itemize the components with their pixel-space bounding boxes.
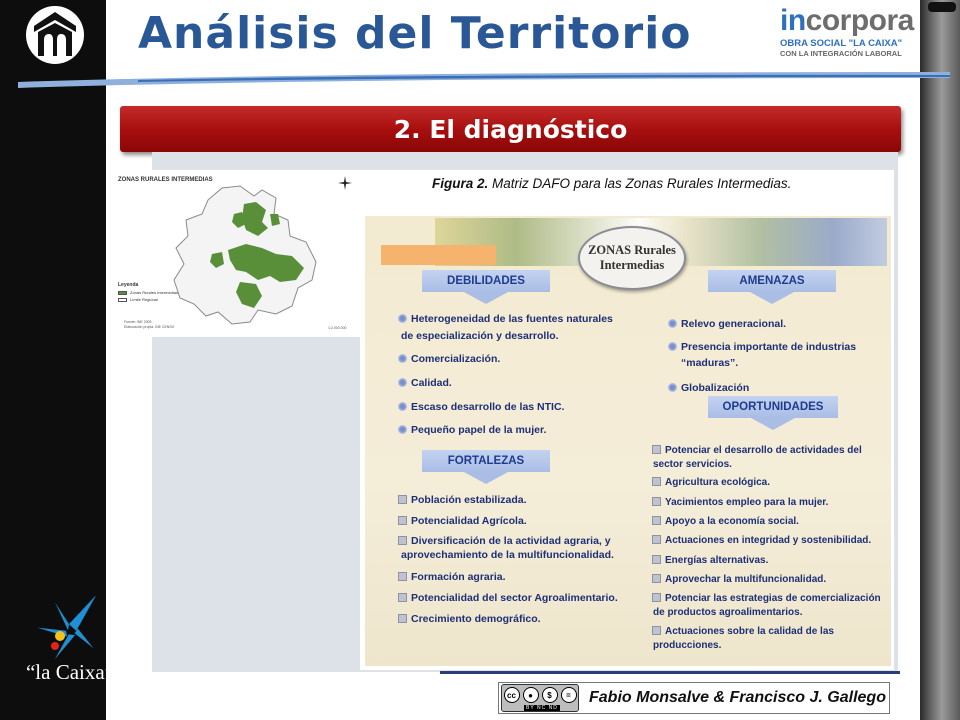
cc-license-badge[interactable] <box>501 684 579 712</box>
bullet-icon <box>652 574 661 583</box>
debilidades-heading: DEBILIDADES <box>422 270 550 292</box>
oportunidades-item <box>652 515 799 529</box>
oportunidades-item <box>652 534 871 548</box>
arch-emblem-logo <box>26 6 84 64</box>
item-text: Actuaciones sobre la calidad de las <box>665 626 834 637</box>
item-text: Energías alternativas. <box>665 555 769 566</box>
fortalezas-item <box>398 570 506 584</box>
footer-rule <box>440 671 900 674</box>
amenazas-item-cont: “maduras”. <box>681 357 739 369</box>
bullet-icon <box>652 535 661 544</box>
item-text: Potenciar el desarrollo de actividades del <box>665 445 862 456</box>
footer-credits <box>498 682 890 714</box>
amenazas-item <box>668 340 856 354</box>
map-empty-area <box>152 337 358 672</box>
debilidades-item <box>398 376 452 390</box>
item-text: Comercialización. <box>411 353 501 365</box>
frame-cap <box>928 2 956 12</box>
page-title: Análisis del Territorio <box>138 8 692 59</box>
item-text: Potencialidad del sector Agroalimentario. <box>411 592 618 604</box>
attribution-icon: ● <box>523 687 539 703</box>
fortalezas-item <box>398 493 527 507</box>
region-map <box>166 184 326 330</box>
item-text: Diversificación de la actividad agraria, y <box>411 535 611 547</box>
item-text: Presencia importante de industrias <box>681 341 857 353</box>
oportunidades-item <box>652 592 881 606</box>
item-text: Yacimientos empleo para la mujer. <box>665 497 829 508</box>
bullet-icon <box>668 342 677 351</box>
legend-label: Límite Regional <box>130 297 158 302</box>
oportunidades-item <box>652 496 828 510</box>
oportunidades-item-cont: producciones. <box>653 640 722 651</box>
bullet-icon <box>668 383 677 392</box>
map-figure <box>110 170 360 337</box>
center-label-line2: Intermedias <box>599 258 665 272</box>
oportunidades-item-cont: de productos agroalimentarios. <box>653 607 803 618</box>
debilidades-item <box>398 400 564 414</box>
bullet-icon <box>652 555 661 564</box>
item-text: Crecimiento demográfico. <box>411 613 541 625</box>
item-text: Potencialidad Agrícola. <box>411 515 527 527</box>
footer-author: Fabio Monsalve & Francisco J. Gallego <box>589 689 886 706</box>
item-text: Pequeño papel de la mujer. <box>411 424 547 436</box>
bullet-icon <box>398 402 407 411</box>
cc-icon: cc <box>504 687 520 703</box>
bullet-icon <box>398 536 407 545</box>
fortalezas-heading: FORTALEZAS <box>422 450 550 472</box>
oportunidades-item <box>652 573 826 587</box>
item-text: Agricultura ecológica. <box>665 477 771 488</box>
bullet-icon <box>398 354 407 363</box>
map-scale: 1:2.000.000 <box>328 326 347 330</box>
bullet-icon <box>398 516 407 525</box>
fortalezas-item-cont: aprovechamiento de la multifuncionalidad. <box>401 549 614 561</box>
legend-swatch-zone <box>118 291 127 295</box>
section-banner <box>120 106 901 152</box>
legend-swatch-boundary <box>118 298 127 302</box>
oportunidades-heading: OPORTUNIDADES <box>708 396 838 418</box>
incorpora-logo <box>780 4 920 62</box>
amenazas-item <box>668 381 749 395</box>
item-text: Población estabilizada. <box>411 494 527 506</box>
map-legend-title: Leyenda <box>118 282 139 288</box>
bullet-icon <box>398 593 407 602</box>
map-source-line: Fuente: INE 2005 <box>124 320 152 324</box>
brand-line-2: CON LA INTEGRACIÓN LABORAL <box>780 49 902 58</box>
bullet-icon <box>668 319 677 328</box>
dafo-figure <box>360 170 894 670</box>
legend-label: Zonas Rurales Intermedias <box>130 290 179 295</box>
bullet-icon <box>652 626 661 635</box>
bullet-icon <box>398 378 407 387</box>
item-text: Relevo generacional. <box>681 318 787 330</box>
incorpora-wordmark <box>780 4 920 38</box>
amenazas-item <box>668 317 786 331</box>
oportunidades-item-cont: sector servicios. <box>653 459 732 470</box>
debilidades-item-cont: de especialización y desarrollo. <box>401 330 559 342</box>
la-caixa-logo <box>20 596 120 700</box>
brand-rest: corpora <box>805 4 914 37</box>
bullet-icon <box>398 572 407 581</box>
fortalezas-item <box>398 534 611 548</box>
item-text: Actuaciones en integridad y sostenibilidad. <box>665 535 872 546</box>
bullet-icon <box>652 445 661 454</box>
item-text: Heterogeneidad de las fuentes naturales <box>411 313 613 325</box>
item-text: Aprovechar la multifuncionalidad. <box>665 574 827 585</box>
item-text: Apoyo a la economía social. <box>665 516 799 527</box>
item-text: Potenciar las estrategias de comercialización <box>665 593 881 604</box>
figure-caption-label: Figura 2. <box>432 176 489 191</box>
noderivatives-icon: = <box>561 687 577 703</box>
bank-name: “la Caixa” <box>25 660 115 684</box>
oportunidades-item <box>652 554 768 568</box>
fortalezas-item <box>398 514 527 528</box>
license-terms: BY NC ND <box>526 705 558 711</box>
debilidades-item <box>398 352 500 366</box>
header-swoosh <box>18 68 950 90</box>
oportunidades-item <box>652 476 770 490</box>
bullet-icon <box>652 516 661 525</box>
brand-prefix: in <box>780 4 806 37</box>
banner-shadow-strip <box>152 152 898 170</box>
right-frame-bar <box>920 0 960 720</box>
noncommercial-icon: $ <box>542 687 558 703</box>
map-title: ZONAS RURALES INTERMEDIAS <box>118 177 213 183</box>
debilidades-item <box>398 312 613 326</box>
bullet-icon <box>652 497 661 506</box>
fortalezas-item <box>398 591 618 605</box>
fortalezas-item <box>398 612 541 626</box>
item-text: Formación agraria. <box>411 571 506 583</box>
oportunidades-item <box>652 625 834 639</box>
oportunidades-item <box>652 444 862 458</box>
left-sidebar <box>0 0 115 720</box>
orange-accent-tab <box>381 245 496 265</box>
bullet-icon <box>398 614 407 623</box>
map-source <box>124 320 174 330</box>
amenazas-heading: AMENAZAS <box>708 270 836 292</box>
bullet-icon <box>398 495 407 504</box>
legend-item-zones <box>118 290 178 295</box>
section-title: 2. El diagnóstico <box>393 114 628 144</box>
bullet-icon <box>652 477 661 486</box>
map-source-line: Elaboración propia. INE CENSO <box>124 325 175 329</box>
bullet-icon <box>398 425 407 434</box>
north-arrow-icon <box>338 176 352 190</box>
item-text: Globalización <box>681 382 750 394</box>
bullet-icon <box>398 314 407 323</box>
star-icon <box>20 596 120 660</box>
item-text: Escaso desarrollo de las NTIC. <box>411 401 565 413</box>
debilidades-item <box>398 423 546 437</box>
brand-line-1: OBRA SOCIAL "LA CAIXA" <box>780 38 903 49</box>
center-oval <box>578 226 686 290</box>
figure-caption-text: Matriz DAFO para las Zonas Rurales Intermedias. <box>492 176 792 191</box>
bullet-icon <box>652 593 661 602</box>
figure-caption <box>432 176 791 191</box>
item-text: Calidad. <box>411 377 452 389</box>
center-label-line1: ZONAS Rurales <box>588 243 676 257</box>
legend-item-boundary <box>118 297 158 302</box>
